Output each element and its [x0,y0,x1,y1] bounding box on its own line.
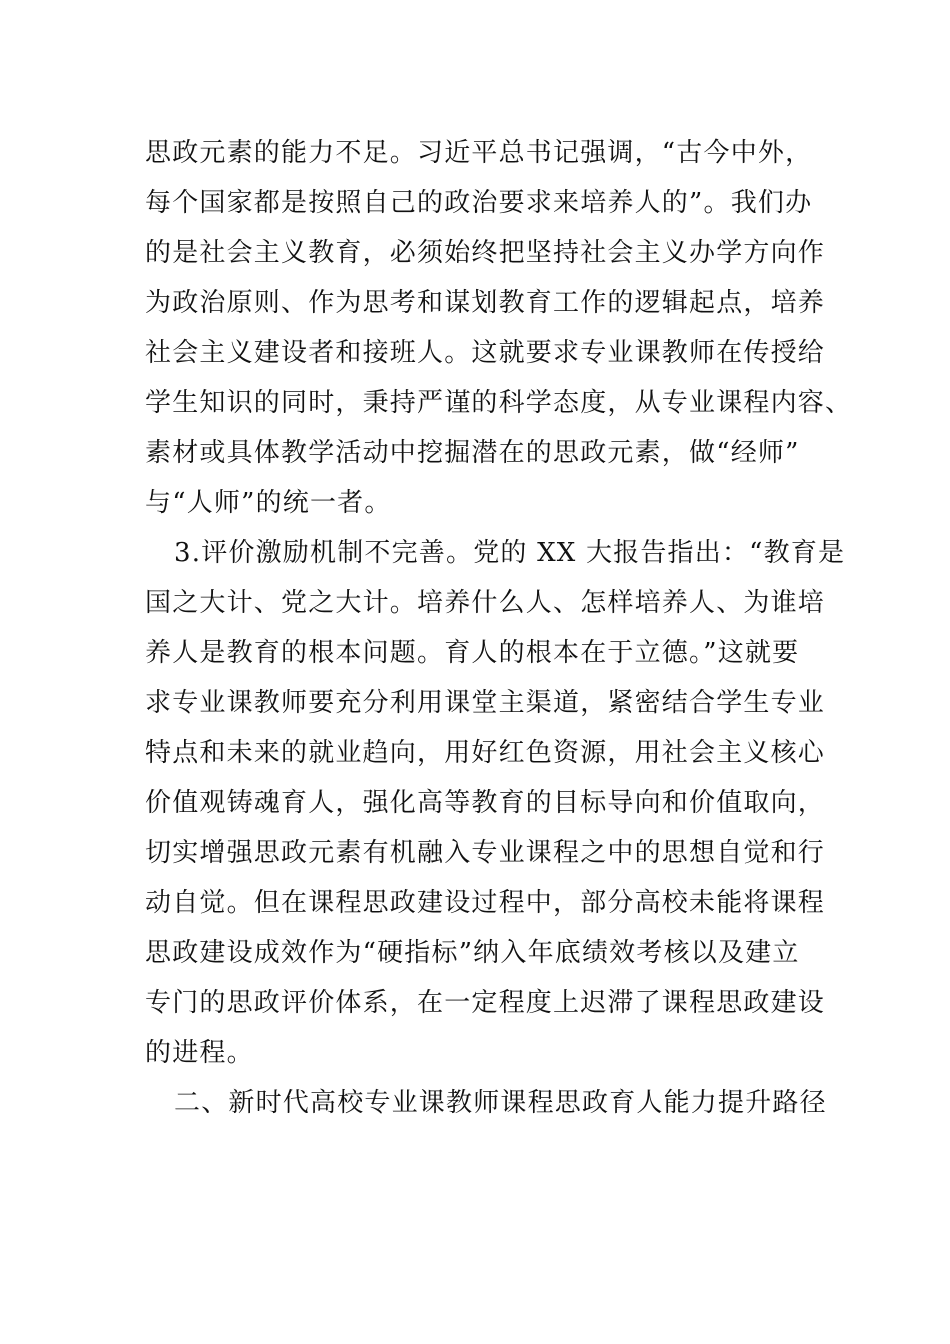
text-line: 动自觉。但在课程思政建设过程中，部分高校未能将课程 [145,888,826,918]
text-line: 为政治原则、作为思考和谋划教育工作的逻辑起点，培养 [145,288,826,318]
text-line: 价值观铸魂育人，强化高等教育的目标导向和价值取向， [145,788,826,818]
text-line: 养人是教育的根本问题。育人的根本在于立德。”这就要 [145,638,800,668]
text-line: 特点和未来的就业趋向，用好红色资源，用社会主义核心 [145,738,826,768]
text-line: 的进程。 [145,1038,254,1068]
text-line: 的是社会主义教育，必须始终把坚持社会主义办学方向作 [145,238,826,268]
heading-line: 二、新时代高校专业课教师课程思政育人能力提升路径 [174,1088,827,1118]
text-line: 切实增强思政元素有机融入专业课程之中的思想自觉和行 [145,838,826,868]
text-line: 求专业课教师要充分利用课堂主渠道，紧密结合学生专业 [145,688,826,718]
text-line: 素材或具体教学活动中挖掘潜在的思政元素，做“经师” [145,438,800,468]
text-line: 每个国家都是按照自己的政治要求来培养人的”。我们办 [145,188,813,218]
text-line: 思政建设成效作为“硬指标”纳入年底绩效考核以及建立 [145,938,800,968]
text-line: 国之大计、党之大计。培养什么人、怎样培养人、为谁培 [145,588,826,618]
text-line: 学生知识的同时，秉持严谨的科学态度，从专业课程内容、 [145,388,853,418]
text-line: 思政元素的能力不足。习近平总书记强调，“古今中外， [145,138,813,168]
text-line: 与“人师”的统一者。 [145,488,392,518]
text-line: 3.评价激励机制不完善。党的 XX 大报告指出：“教育是 [174,538,846,568]
text-line: 专门的思政评价体系，在一定程度上迟滞了课程思政建设 [145,988,826,1018]
text-line: 社会主义建设者和接班人。这就要求专业课教师在传授给 [145,338,826,368]
